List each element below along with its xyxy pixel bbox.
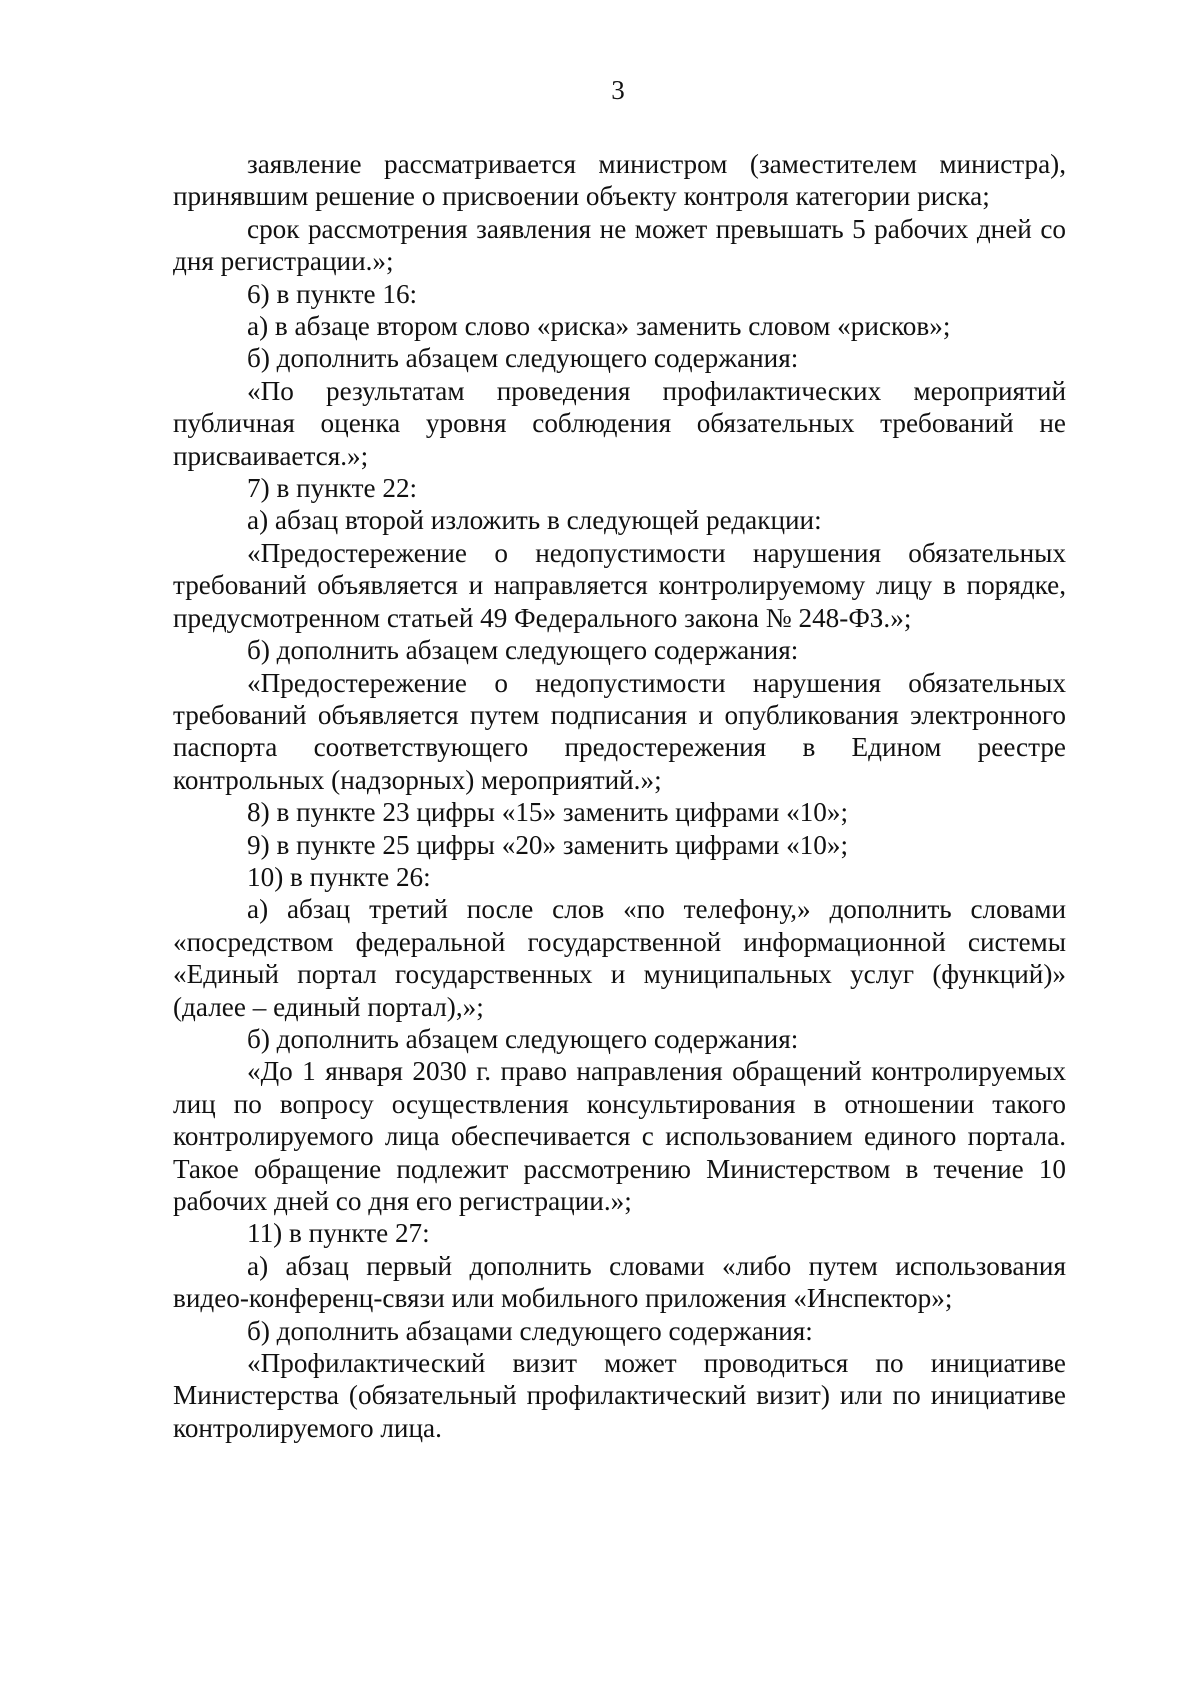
list-item: а) абзац второй изложить в следующей редакции: — [247, 505, 822, 536]
list-item-heading: 9) в пункте 25 цифры «20» заменить цифрами «10»; — [247, 829, 849, 860]
quoted-paragraph: «По результатам проведения профилактических мероприятий публичная оценка уровня соблюдения обязательных требований не присваивается.»; — [173, 375, 1066, 471]
list-item-heading: 8) в пункте 23 цифры «15» заменить цифрами «10»; — [247, 797, 849, 828]
list-item-heading: 6) в пункте 16: — [247, 278, 418, 309]
list-item: б) дополнить абзацами следующего содержания: — [247, 1315, 813, 1346]
list-item: а) абзац первый дополнить словами «либо путем использования видео-конференц-связи или мобильного приложения «Инспектор»; — [173, 1250, 1066, 1314]
document-body — [173, 148, 1066, 1444]
list-item: а) в абзаце втором слово «риска» заменить словом «рисков»; — [247, 311, 951, 342]
list-item-heading: 7) в пункте 22: — [247, 473, 418, 504]
quoted-paragraph: «Предостережение о недопустимости нарушения обязательных требований объявляется путем подписания и опубликования электронного паспорта соответствующего предостережения в Едином реестре контрольных (надзорных) мероприятий.»; — [173, 667, 1066, 795]
list-item: б) дополнить абзацем следующего содержания: — [247, 343, 799, 374]
list-item: б) дополнить абзацем следующего содержания: — [247, 1023, 799, 1054]
list-item: а) абзац третий после слов «по телефону,» дополнить словами «посредством федеральной государственной информационной системы «Единый портал государственных и муниципальных услуг (функций)» (далее – единый портал),»; — [173, 894, 1066, 1022]
paragraph: срок рассмотрения заявления не может превышать 5 рабочих дней со дня регистрации.»; — [173, 213, 1066, 277]
list-item-heading: 11) в пункте 27: — [247, 1218, 430, 1249]
quoted-paragraph: «Предостережение о недопустимости нарушения обязательных требований объявляется и направляется контролируемому лицу в порядке, предусмотренном статьей 49 Федерального закона № 248-ФЗ.»; — [173, 537, 1066, 633]
quoted-paragraph: «Профилактический визит может проводиться по инициативе Министерства (обязательный профилактический визит) или по инициативе контролируемого лица. — [173, 1348, 1066, 1443]
page-number: 3 — [611, 75, 625, 105]
list-item: б) дополнить абзацем следующего содержания: — [247, 635, 799, 666]
paragraph: заявление рассматривается министром (заместителем министра), принявшим решение о присвоении объекту контроля категории риска; — [173, 149, 1066, 212]
quoted-paragraph: «До 1 января 2030 г. право направления обращений контролируемых лиц по вопросу осуществления консультирования в отношении такого контролируемого лица обеспечивается с использованием единого портала. Такое обращение подлежит рассмотрению Министерством в течение 10 рабочих дней со дня его регистрации.»; — [173, 1056, 1066, 1216]
list-item-heading: 10) в пункте 26: — [247, 861, 431, 892]
